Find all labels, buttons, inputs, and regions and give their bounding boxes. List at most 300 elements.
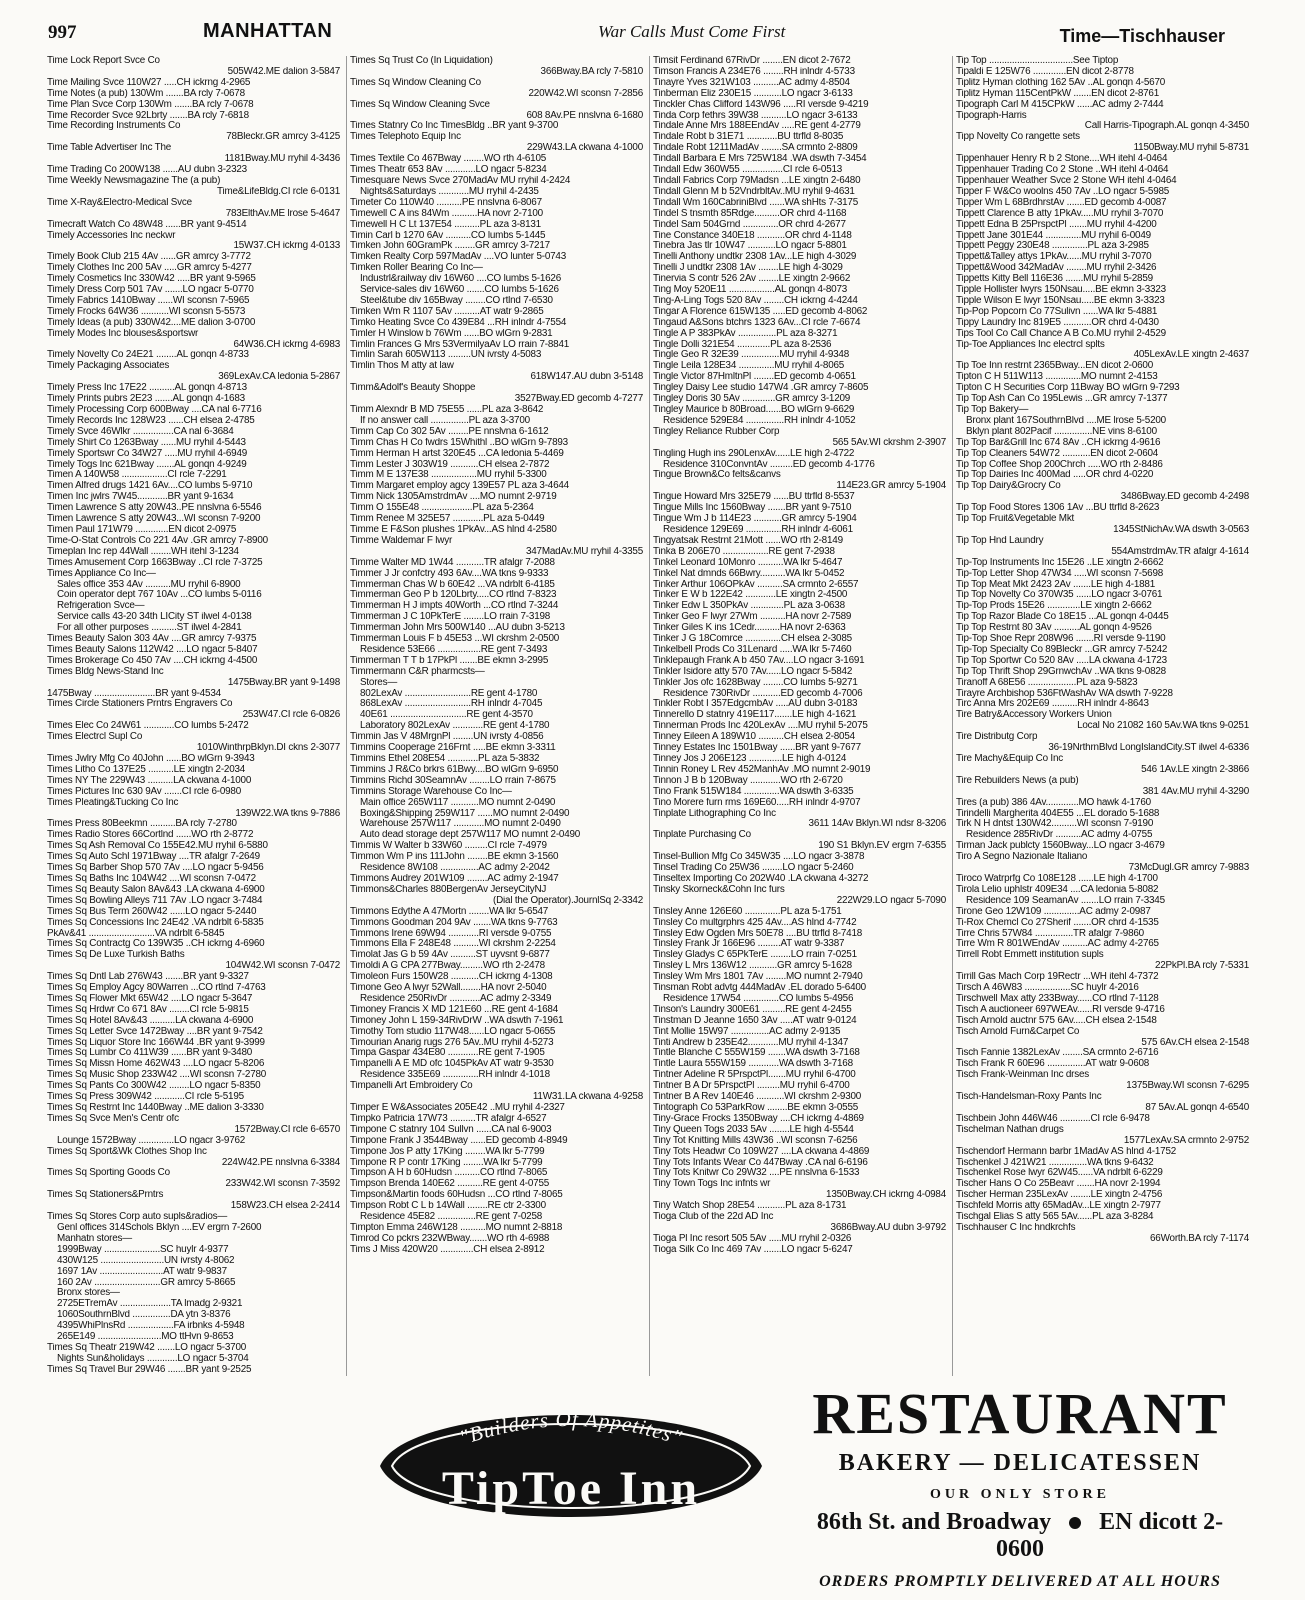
listing-entry: Tip Top Coffee Shop 200Chrch .....WO rth 2-8486	[956, 459, 1163, 470]
listing-entry: Timely Modes Inc blouses&sportswr	[47, 328, 199, 339]
listing-entry: Tindall Barbara E Mrs 725W184 .WA dswth 7-3454	[653, 154, 867, 165]
listing-address-line: 222W29.LO ngacr 5-7090	[836, 895, 946, 906]
listing-entry: Tinervia S contr 526 2Av ........LE xingtn 2-9662	[653, 274, 851, 285]
listing-entry: Times Sq Baths Inc 104W42 ....WI sconsn 7-0472	[47, 873, 256, 884]
listing-entry: Tip Top .................................See Tiptop	[956, 56, 1119, 66]
listing-entry: Timewell C A ins 84Wm ..........HA novr 2-7100	[350, 208, 543, 219]
listing-entry: Timmerman H J impts 40Worth ...CO rtlnd 7-3244	[350, 601, 559, 612]
listing-entry: Tinnerman Prods Inc 420LexAv ....MU rryhil 5-2075	[653, 721, 868, 732]
listing-address-line: 36-19NrthrnBlvd LongIslandCity.ST ilwel 4-6336	[1048, 743, 1249, 754]
listing-entry: Tipaldi E 125W76 .............EN dicot 2-8778	[956, 66, 1134, 77]
listing-entry: Tippett&Wood 342MadAv ........MU rryhil 2-3426	[956, 263, 1157, 274]
listing-address-line: 229W43.LA ckwana 4-1000	[526, 143, 643, 154]
listing-entry: Tischbein John 446W46 ............CI rcle 6-9478	[956, 1113, 1150, 1124]
listing-entry: Timlin Thos M atty at law	[350, 361, 454, 372]
listing-entry: Tinsley Edw Ogden Mrs 50E78 ....BU ttrfld 8-7418	[653, 928, 863, 939]
listing-entry: Tinnon J B b 120Bway ............WO rth 2-6720	[653, 775, 843, 786]
listing-entry: Timone Geo A lwyr 52Wall........HA novr 2-5040	[350, 983, 547, 994]
listing-entry: Tingley Daisy Lee studio 147W4 .GR amrcy 7-8605	[653, 383, 869, 394]
listing-entry: Tippett Edna B 25PrspctPl .......MU rryhil 4-4200	[956, 219, 1157, 230]
listing-entry: Tirrill Gas Mach Corp 19Rectr ...WH itehl 4-7372	[956, 972, 1159, 983]
listing-entry: Timmerman Chas W b 60E42 ...VA ndrblt 6-4185	[350, 579, 555, 590]
listing-sub-entry: Bklyn plant 802Pacif ...............NE vins 8-6100	[966, 426, 1157, 437]
listing-entry: Tinney Estates Inc 1501Bway ......BR yant 9-7677	[653, 743, 861, 754]
listing-entry: Tip-Pop Popcorn Co 77Sulivn ......WA lkr 5-4881	[956, 306, 1158, 317]
listing-entry: Timewell H C Lt 137E54 ..........PL aza 3-8131	[350, 219, 541, 230]
listing-entry: Tinstman D Jeanne 1650 3Av .....AT watr 9-0124	[653, 1015, 857, 1026]
listing-column-3	[653, 56, 946, 1376]
listing-entry: Times Pleating&Tucking Co Inc	[47, 797, 179, 808]
listing-entry: Timko Heating Svce Co 439E84 ...RH inlndr 4-7554	[350, 317, 567, 328]
listing-entry: Tingue Mills Inc 1560Bway .......BR yant 9-7510	[653, 503, 852, 514]
listing-sub-entry: Residence 45E82 ...............RE gent 7-0258	[360, 1212, 543, 1223]
listing-entry: Times Sq Concessions Inc 24E42 .VA ndrblt 6-5835	[47, 917, 264, 928]
listing-entry: Timeplan Inc rep 44Wall ........WH itehl 3-1234	[47, 546, 239, 557]
listing-entry: Timmerman Geo P b 120Lbrty.....CO rtlnd 7-8323	[350, 590, 557, 601]
listing-entry: Time Recorder Svce 92Lbrty .......BA rcly 7-6818	[47, 110, 249, 121]
listing-entry: Tingle Leila 128E34 ..............MU rryhil 4-8065	[653, 361, 845, 372]
listing-entry: Times Jwlry Mfg Co 40John ......BO wlGrn 9-3943	[47, 754, 255, 764]
listing-entry: Tims J Miss 420W20 .............CH elsea 2-8912	[350, 1244, 545, 1255]
listing-entry: Tintle Blanche C 555W159 .......WA dswth 3-7168	[653, 1048, 860, 1059]
listing-entry: Times Sq Bowling Alleys 711 7Av .LO ngacr 3-7484	[47, 895, 263, 906]
listing-entry: Timmon Wm P ins 111John ........BE ekmn 3-1560	[350, 852, 559, 863]
listing-entry: Tinsley Wm Mrs 1801 7Av ........MO numnt 2-7940	[653, 972, 863, 983]
listing-entry: Tirayre Archbishop 536FtWashAv WA dswth 7-9228	[956, 688, 1173, 699]
listing-entry: Times Amusement Corp 1663Bway ..CI rcle 7-3725	[47, 557, 263, 568]
listing-entry: Time Weekly Newsmagazine The (a pub)	[47, 175, 221, 186]
listing-address-line: 366Bway.BA rcly 7-5810	[540, 66, 643, 77]
listing-entry: Times Sq Dntl Lab 276W43 .......BR yant 9-3327	[47, 972, 249, 983]
listing-entry: Times Sq Window Cleaning Co	[350, 77, 481, 88]
listing-entry: Times Theatr 653 8Av ............LO ngacr 5-8234	[350, 165, 547, 176]
listing-sub-entry: Warehouse 257W117 ............MO numnt 2-0490	[360, 819, 561, 830]
listing-address-line: 1375Bway.WI sconsn 7-6295	[1126, 1081, 1249, 1092]
listing-entry: Tipple Wilson E lwyr 150Nsau.....BE ekmn 3-3323	[956, 295, 1165, 306]
listing-entry: Tingle Geo R 32E39 ...............MU rryhil 4-9348	[653, 350, 849, 361]
ad-address-line	[800, 1509, 1240, 1563]
ad-subheadline: BAKERY — DELICATESSEN	[838, 1450, 1202, 1476]
listing-entry: Tipograph Carl M 415CPkW ......AC admy 2-7444	[956, 99, 1164, 110]
listing-entry: Timmis W Walter b 33W60 .........CI rcle 7-4979	[350, 841, 547, 852]
listing-entry: Times Press 80Beekmn ..........BA rcly 7-2780	[47, 819, 237, 830]
listing-entry: Tips Tool Co Call Chance A B Co.MU rryhil 2-4529	[956, 328, 1166, 339]
listing-address-line: 73McDugl.GR amrcy 7-9883	[1128, 863, 1249, 874]
listing-entry: Tip Top Meat Mkt 2423 2Av .......LE high 4-1881	[956, 579, 1156, 590]
listing-entry: Timely Accessories Inc neckwr	[47, 230, 176, 241]
listing-entry: Timpone Jos P atty 17King ........WA lkr 5-7799	[350, 1146, 545, 1157]
listing-entry: Times Sq Auto Schl 1971Bway ....TR afalgr 7-2649	[47, 852, 260, 863]
listing-entry: Tip-Top Letter Shop 47W34 .....WI sconsn 7-5698	[956, 568, 1164, 579]
listing-address-line: 575 6Av.CH elsea 2-1548	[1141, 1037, 1249, 1048]
listing-entry: Tiranoff A 68E56 ...................PL aza 9-5823	[956, 677, 1138, 688]
listing-column-2	[350, 56, 643, 1376]
listing-sub-entry: 4395WhiPlnsRd ..................FA irbnks 4-5948	[57, 1321, 245, 1332]
listing-address-line: 565 5Av.WI ckrshm 2-3907	[832, 437, 946, 448]
listing-entry: Timken John 60GramPk ........GR amrcy 3-7217	[350, 241, 550, 252]
listing-address-line: 114E23.GR amrcy 5-1904	[836, 481, 946, 492]
listing-entry: Tisch Arnold auctnr 575 6Av.....CH elsea 2-1548	[956, 1015, 1157, 1026]
listing-entry: Tindale Anne Mrs 188EEndAv .....RE gent 4-2779	[653, 121, 861, 132]
listing-entry: Timmons Edythe A 47Mortn ........WA lkr 5-6547	[350, 906, 549, 917]
listing-entry: Tinkler Jos ofc 1628Bway ........CO lumbs 5-9271	[653, 677, 858, 688]
listing-entry: Times Beauty Salon 303 4Av ....GR amrcy 7-9375	[47, 634, 257, 645]
listing-entry: Times Litho Co 137E25 ..........LE xingtn 2-2034	[47, 764, 246, 775]
listing-entry: Tipple Hollister lwyrs 150Nsau.....BE ekmn 3-3323	[956, 285, 1166, 296]
listing-entry: Timpone C statnry 104 Sullvn ......CA nal 6-9003	[350, 1124, 552, 1135]
listing-sub-entry: Nights&Saturdays ............MU rryhil 4-2435	[360, 186, 539, 197]
listing-entry: Tinseltex Importing Co 202W40 .LA ckwana 4-3272	[653, 873, 869, 884]
listing-column-4	[956, 56, 1249, 1376]
listing-entry: Tingar A Florence 615W135 .....ED gecomb 4-8062	[653, 306, 868, 317]
listing-entry: Times Sq Contractg Co 139W35 ..CH ickrng 4-6960	[47, 939, 265, 950]
listing-sub-entry: Bronx stores—	[57, 1288, 120, 1299]
listing-entry: Tipper F W&Co woolns 450 7Av ..LO ngacr 5-5985	[956, 186, 1170, 197]
listing-address-line: 369LexAv.CA ledonia 5-2867	[218, 372, 340, 383]
listing-entry: Tinsky Skorneck&Cohn Inc furs	[653, 884, 785, 895]
listing-entry: Tinsley Frank Jr 166E96 .........AT watr 9-3387	[653, 939, 845, 950]
listing-entry: Tippenhauer Weather Svce 2 Stone WH itehl 4-0464	[956, 175, 1177, 186]
listing-entry: Timpone R P contr 17King ........WA lkr 5-7799	[350, 1157, 543, 1168]
listing-sub-entry: Refrigeration Svce—	[57, 601, 145, 612]
listing-entry: Time Notes (a pub) 130Wm .......BA rcly 7-0678	[47, 88, 245, 99]
listing-entry: Tipton C H Securities Corp 11Bway BO wlGrn 9-7293	[956, 383, 1180, 394]
page-header	[48, 20, 1225, 54]
listing-sub-entry: 430W125 .........................UN ivrsty 4-8062	[57, 1255, 235, 1266]
listing-address-line: 783ElthAv.ME lrose 5-4647	[225, 208, 340, 219]
listing-address-line: 1350Bway.CH ickrng 4-0984	[826, 1190, 946, 1201]
listing-entry: Timely Togs Inc 621Bway .......AL gonqn 4-9249	[47, 459, 247, 470]
listing-entry: Times Sq Liquor Store Inc 166W44 .BR yant 9-3999	[47, 1037, 265, 1048]
listing-sub-entry: 802LexAv ..........................RE gent 4-1780	[360, 688, 538, 699]
listing-entry: Tippett Clarence B atty 1PkAv.....MU rryhil 3-7070	[956, 208, 1164, 219]
listing-entry: Timpanelli Art Embroidery Co	[350, 1081, 473, 1092]
listing-address-line: 78Bleckr.GR amrcy 3-4125	[226, 132, 340, 143]
listing-entry: Tioga Silk Co Inc 469 7Av .......LO ngacr 5-6247	[653, 1244, 853, 1255]
slogan: War Calls Must Come First	[598, 22, 786, 41]
listing-entry: Times Bldg News-Stand Inc	[47, 666, 164, 677]
listing-entry: Timpson Brenda 140E62 ..........RE gent 4-0755	[350, 1179, 550, 1190]
listing-sub-entry: Main office 265W117 ...........MO numnt 2-0490	[360, 797, 556, 808]
listing-entry: Tingling Hugh ins 290LenxAv......LE high 2-4722	[653, 448, 855, 459]
listing-entry: Timmons Irene 69W94 ............RI versde 9-0755	[350, 928, 552, 939]
listing-sub-entry: Residence 53E66 .................RE gent 7-3493	[360, 644, 548, 655]
listing-sub-entry: 1697 1Av .........................AT watr 9-9837	[57, 1266, 227, 1277]
listing-entry: Timmins Ethel 208E54 ............PL aza 5-3832	[350, 754, 540, 764]
listing-sub-entry: Residence 730RivDr ...........ED gecomb 4-7006	[663, 688, 863, 699]
listing-entry: Timme Waldemar F lwyr	[350, 535, 453, 546]
listing-entry: Tinson's Laundry 300E61 .........RE gent 4-2455	[653, 1004, 852, 1015]
listing-entry: Tip-Top Specialty Co 89Bleckr ...GR amrcy 7-5242	[956, 644, 1168, 655]
listing-entry: Times Sq Theatr 219W42 .......LO ngacr 5-3700	[47, 1342, 247, 1353]
listing-entry: Tinelli J undtkr 2308 1Av ........LE high 4-3029	[653, 263, 843, 274]
listing-entry: Tip-Top Shoe Repr 208W96 .......RI versde 9-1190	[956, 634, 1166, 645]
listing-entry: Tip Top Razor Blade Co 18E15 ...AL gonqn 4-0445	[956, 612, 1169, 623]
listing-entry: Tine Constance 340E18 ...........OR chrd 4-1148	[653, 230, 852, 241]
listing-sub-entry: Residence 250RivDr ............AC admy 2-3349	[360, 993, 552, 1004]
listing-sub-entry: Residence 529E84 ...............RH inlndr 4-1052	[663, 415, 856, 426]
listing-entry: Tindall Glenn M b 52VndrbltAv..MU rryhil 9-4631	[653, 186, 855, 197]
listing-entry: Timely Svce 46Wlkr ................CA nal 6-3684	[47, 426, 234, 437]
listing-entry: Tiny-Grace Frocks 1350Bway ....CH ickrng 4-4869	[653, 1113, 864, 1124]
listing-sub-entry: Sales office 353 4Av ..........MU rryhil 6-8900	[57, 579, 241, 590]
listing-entry: Tirc Anna Mrs 202E69 ..........RH inlndr 4-8643	[956, 699, 1149, 710]
listing-entry: Tiny Tots Knitwr Co 29W32 ....PE nnslvna 6-1533	[653, 1168, 860, 1179]
listing-entry: Timpanelli A E MD ofc 1045PkAv AT watr 9-3530	[350, 1059, 554, 1070]
listing-address-line: 139W22.WA tkns 9-7886	[235, 808, 340, 819]
listing-entry: Tinti Andrew b 235E42............MU rryhil 4-1347	[653, 1037, 849, 1048]
listing-entry: Times Sq Flower Mkt 65W42 ....LO ngacr 5-3647	[47, 993, 253, 1004]
listing-entry: Tiro A Segno Nazionale Italiano	[956, 852, 1088, 863]
listing-entry: Tindale Robt b 31E71 ............BU ttrfld 8-8035	[653, 132, 844, 143]
listing-entry: Times Appliance Co Inc—	[47, 568, 156, 579]
listing-entry: Tinelli Anthony undtkr 2308 1Av...LE high 4-3029	[653, 252, 857, 263]
listing-entry: Timm&Adolf's Beauty Shoppe	[350, 383, 476, 394]
listing-entry: Tindale Robt 1211MadAv ........SA crmnto 2-8809	[653, 143, 858, 154]
listing-entry: Times Sq Missn Home 462W43 ....LO ngacr 5-8206	[47, 1059, 265, 1070]
listing-entry: Timmins J R&Co brkrs 61Bwy....BO wlGrn 9-6950	[350, 764, 559, 775]
listing-sub-entry: Manhatn stores—	[57, 1233, 132, 1244]
listing-entry: Tippenhauer Trading Co 2 Stone ..WH itehl 4-0464	[956, 165, 1169, 176]
logo-tagline: "Builders Of Appetites"	[456, 1406, 686, 1450]
listing-entry: Tinplate Lithographing Co Inc	[653, 808, 776, 819]
listing-address-line: 66Worth.BA rcly 7-1174	[1150, 1233, 1249, 1244]
listing-entry: Tip-Toe Appliances Inc electrcl splts	[956, 339, 1105, 350]
listing-entry: Timper E W&Associates 205E42 ..MU rryhil 4-2327	[350, 1103, 565, 1113]
listing-entry: Timesquare News Svce 270MadAv MU rryhil 4-2424	[350, 175, 571, 186]
listing-entry: Times Sq Barber Shop 570 7Av ....LO ngacr 5-9456	[47, 863, 264, 874]
listing-entry: Tingley Maurice b 80Broad......BO wlGrn 9-6629	[653, 405, 855, 415]
listing-entry: 1475Bway ........................BR yant 9-4534	[47, 688, 221, 699]
listing-address-line: 220W42.WI sconsn 7-2856	[528, 88, 643, 99]
listing-entry: Tisch Fannie 1382LexAv ........SA crmnto 2-6716	[956, 1048, 1159, 1059]
listing-entry: Times Sq Hrdwr Co 671 8Av ........CI rcle 5-9815	[47, 1004, 249, 1015]
listing-sub-entry: Stores—	[360, 677, 398, 688]
listing-entry: Timely Sportswr Co 34W27 .....MU rryhil 4-6949	[47, 448, 248, 459]
listing-sub-entry: For all other purposes ..........ST ilwel 4-2841	[57, 623, 242, 634]
listing-entry: Times Sq De Luxe Turkish Baths	[47, 950, 185, 961]
listing-entry: Timoney Francis X MD 121E60 ...RE gent 4-1684	[350, 1004, 558, 1015]
listing-entry: Tioga Club of the 22d AD Inc	[653, 1212, 774, 1223]
listing-entry: Timmins Cooperage 216Frnt .....BE ekmn 3-3311	[350, 743, 556, 754]
listing-entry: Ting-A-Ling Togs 520 8Av ........CH ickrng 4-4244	[653, 295, 858, 306]
listing-sub-entry: Service calls 43-20 34th LICity ST ilwel 4-0138	[57, 612, 252, 623]
ad-only-store: OUR ONLY STORE	[930, 1487, 1110, 1502]
listing-entry: Timken Realty Corp 597MadAv ....VO lunter 5-0743	[350, 252, 566, 263]
listing-entry: Tipper Wm L 68BrdhrstAv .......ED gecomb 4-0087	[956, 197, 1167, 208]
listing-entry: Timmons Audrey 201W109 ........AC admy 2-1947	[350, 873, 559, 884]
listing-entry: Timm Alexndr B MD 75E55 ......PL aza 3-8642	[350, 405, 544, 415]
listing-entry: Tinsley Gladys C 65PkTerE ........LO rrain 7-0251	[653, 950, 857, 961]
listing-entry: Tire Rebuilders News (a pub)	[956, 775, 1079, 786]
listing-entry: Tiplitz Hyman clothing 162 5Av ..AL gonqn 4-5670	[956, 77, 1166, 88]
listing-entry: Timme Walter MD 1W44 ...........TR afalgr 7-2088	[350, 557, 555, 568]
listing-entry: Timely Frocks 64W36 ...........WI sconsn 5-5573	[47, 306, 246, 317]
listing-entry: Tinker E W b 122E42 ............LE xingtn 2-4500	[653, 590, 848, 601]
listing-entry: Time Recording Instruments Co	[47, 121, 181, 132]
listing-entry: PkAv&41 ..........................VA ndrblt 6-5845	[47, 928, 225, 939]
listing-entry: Times Sq Stationers&Prntrs	[47, 1190, 164, 1201]
listing-entry: Timmerman John Mrs 500W140 ...AU dubn 3-5213	[350, 623, 565, 634]
listing-entry: Tischenkel Rose lwyr 62W45......VA ndrblt 6-6229	[956, 1168, 1163, 1179]
listing-address-line: 1345StNichAv.WA dswth 3-0563	[1113, 524, 1249, 535]
listing-entry: Timpton Emma 246W128 ..........MO numnt 2-8818	[350, 1222, 563, 1233]
listing-sub-entry: 868LexAv ..........................RH inlndr 4-7045	[360, 699, 543, 710]
listing-entry: Times Sq Hotel 8Av&43 ..........LA ckwana 4-6900	[47, 1015, 254, 1026]
listing-entry: Timpson A H b 60Hudsn ..........CO rtlnd 7-8065	[350, 1168, 548, 1179]
listing-entry: Tindall Edw 360W55 ................CI rcle 6-0513	[653, 165, 843, 176]
listing-entry: Timin Carl b 1270 6Av ..........CO lumbs 5-1445	[350, 230, 546, 241]
listing-entry: Timmerman Louis F b 45E53 ...WI ckrshm 2-0500	[350, 634, 560, 645]
listing-entry: Timmerman T T b 17PkPl .......BE ekmn 3-2995	[350, 655, 549, 666]
listing-entry: Time Mailing Svce 110W27 .....CH ickrng 4-2965	[47, 77, 251, 88]
listing-address-line: 104W42.WI sconsn 7-0472	[225, 961, 340, 972]
listing-entry: Tinklepaugh Frank A b 450 7Av....LO ngacr 3-1691	[653, 655, 865, 666]
listing-entry: Tipton C H 511W113 ..............MO numnt 2-4153	[956, 372, 1158, 383]
listing-entry: Tindel Sam 504Grnd ..............OR chrd 4-2677	[653, 219, 846, 230]
listing-entry: Tinney Eileen A 189W10 ..........CH elsea 2-8054	[653, 732, 855, 743]
listing-entry: Times Sq Lumbr Co 411W39 ......BR yant 9-3480	[47, 1048, 253, 1059]
ad-address: 86th St. and Broadway	[816, 1509, 1052, 1535]
listing-entry: Tires (a pub) 386 4Av.............MO hawk 4-1760	[956, 797, 1151, 808]
listing-entry: Tingue Wm J b 114E23 ...........GR amrcy 5-1904	[653, 514, 857, 525]
listing-entry: Timely Processing Corp 600Bway ....CA nal 6-7716	[47, 405, 262, 415]
listing-entry: Tingle Victor 87HmltnPl ........ED gecomb 4-0651	[653, 372, 856, 383]
listing-entry: Tinsley L Mrs 136W12 ...........GR amrcy 5-1628	[653, 961, 852, 972]
listing-entry: Time Lock Report Svce Co	[47, 56, 160, 66]
listing-entry: Tirman Jack publcty 1560Bway...LO ngacr 3-4679	[956, 841, 1165, 852]
listing-address-line: 3611 14Av Bklyn.WI ndsr 8-3206	[808, 819, 946, 830]
listing-entry: Times Radio Stores 66Cortlnd ......WO rth 2-8772	[47, 830, 254, 841]
listing-entry: Timecraft Watch Co 48W48 ......BR yant 9-4514	[47, 219, 247, 230]
ad-delivery-note: ORDERS PROMPTLY DELIVERED AT ALL HOURS	[819, 1573, 1221, 1590]
listing-address-line: 15W37.CH ickrng 4-0133	[233, 241, 340, 252]
listing-entry: Tinkler Isidore atty 570 7Av......LO ngacr 5-5842	[653, 666, 853, 677]
listing-entry: Tintograph Co 53ParkRow ........BE ekmn 3-0555	[653, 1103, 859, 1113]
listing-entry: Timeter Co 110W40 ..........PE nnslvna 6-8067	[350, 197, 542, 208]
listing-entry: Timm Nick 1305AmstrdmAv ....MO numnt 2-9719	[350, 492, 557, 503]
listing-entry: Timely Packaging Associates	[47, 361, 170, 372]
listing-entry: Tischelman Nathan drugs	[956, 1124, 1064, 1135]
listing-entry: Tinka B 206E70 ..................RE gent 7-2938	[653, 546, 835, 557]
listing-entry: Times Sq Music Shop 233W42 ....WI sconsn 7-2780	[47, 1070, 267, 1081]
listing-address-line: 224W42.PE nnslvna 6-3384	[221, 1157, 340, 1168]
listing-sub-entry: Laboratory 802LexAv ............RE gent 4-1780	[360, 721, 550, 732]
listing-entry: Timm Margaret employ agcy 139E57 PL aza 3-4644	[350, 481, 569, 492]
listing-entry: Tischendorf Hermann barbr 1MadAv AS hlnd 4-1752	[956, 1146, 1177, 1157]
ad-phone: EN dicott 2-0600	[996, 1509, 1224, 1562]
listing-entry: Timpko Patricia 17W73 ..........TR afalgr 4-6527	[350, 1113, 547, 1124]
listing-sub-entry: 1999Bway ......................SC huylr 4-9377	[57, 1244, 229, 1255]
listing-entry: Tingley Doris 30 5Av .............GR amrcy 3-1209	[653, 394, 851, 405]
listing-entry: Timm Chas H Co fwdrs 15Whithl ..BO wlGrn 9-7893	[350, 437, 568, 448]
listing-sub-entry: Residence 109 SeamanAv .......LO rrain 7-3345	[966, 895, 1165, 906]
listing-entry: Timm Lester J 303W19 ...........CH elsea 2-7872	[350, 459, 550, 470]
listing-sub-entry: Coin operator dept 767 10Av ...CO lumbs 5-0116	[57, 590, 262, 601]
listing-entry: Timm Cap Co 302 5Av ........PE nnslvna 6-1612	[350, 426, 549, 437]
listing-address-line: 546 1Av.LE xingtn 2-3866	[1141, 764, 1249, 775]
name-range: Time—Tischhauser	[1059, 26, 1225, 46]
listing-entry: Tirrell Robt Emmett institution supls	[956, 950, 1104, 961]
listing-entry: Tiny Tots Infants Wear Co 447Bway .CA nal 6-6196	[653, 1157, 868, 1168]
listing-entry: Times Sq Stores Corp auto supls&radios—	[47, 1212, 228, 1223]
listing-entry: Tip Top Thrift Shop 29GrnwchAv ..WA tkns 9-0828	[956, 666, 1166, 677]
listing-entry: Tischhauser C Inc hndkrchfs	[956, 1222, 1076, 1233]
listing-sub-entry: Residence 335E69 ..............RH inlndr 4-1018	[360, 1070, 550, 1081]
listing-address-line: 190 S1 Bklyn.EV ergrn 7-6355	[818, 841, 946, 852]
listing-entry: Tingyatsak Restrnt 21Mott ......WO rth 2-8149	[653, 535, 843, 546]
listing-sub-entry: Residence 8W108 ...............AC admy 2-2042	[360, 863, 550, 874]
listing-entry: Tinckler Chas Clifford 143W96 .....RI versde 9-4219	[653, 99, 869, 110]
listing-address-line: 1150Bway.MU rryhil 5-8731	[1133, 143, 1249, 154]
listing-address-line: 505W42.ME dalion 3-5847	[227, 66, 340, 77]
listing-entry: Times Beauty Salons 112W42 ....LO ngacr 5-8407	[47, 644, 258, 655]
listing-entry: Times Sq Travel Bur 29W46 .......BR yant 9-2525	[47, 1364, 252, 1375]
listing-entry: Tiny Town Togs Inc infnts wr	[653, 1179, 771, 1190]
listing-address-line: 3486Bway.ED gecomb 4-2498	[1120, 492, 1249, 503]
listing-sub-entry: If no answer call ...............PL aza 3-3700	[360, 415, 530, 426]
listing-address-line: 1475Bway.BR yant 9-1498	[227, 677, 340, 688]
listing-entry: Timm O 155E48 ....................PL aza 5-2364	[350, 503, 534, 514]
page-number: 997	[48, 22, 77, 43]
listing-entry: Tinsman Robt advtg 444MadAv .EL dorado 5-6400	[653, 983, 866, 994]
listing-sub-entry: Residence 285RivDr ..........AC admy 4-0755	[966, 830, 1153, 841]
listing-sub-entry: Industrl&railway div 16W60 ....CO lumbs 5-1626	[360, 274, 562, 285]
listing-entry: Timen Paul 171W79 .............EN dicot 2-0975	[47, 524, 237, 535]
listing-entry: Times Circle Stationers Prntrs Engravers Co	[47, 699, 233, 710]
listing-entry: Tingue Brown&Co felts&canvs	[653, 470, 781, 481]
listing-entry: Tinkel Leonard 10Monro ..........WA lkr 5-4647	[653, 557, 843, 568]
listing-entry: Tip Top Fruit&Vegetable Mkt	[956, 514, 1075, 525]
listing-address-line: 158W23.CH elsea 2-2414	[230, 1201, 340, 1212]
listing-sub-entry: Genl offices 314Schols Bklyn ....EV ergrn 7-2600	[57, 1222, 262, 1233]
listing-entry: Timme E F&Son plushes 1PkAv...AS hlnd 4-2580	[350, 524, 557, 535]
listing-entry: Timler H Winslow b 76Wm ......BO wlGrn 9-2831	[350, 328, 553, 339]
listing-entry: Times Sq Press 309W42 ............CI rcle 5-5195	[47, 1092, 244, 1103]
listing-entry: Tinsley Co multgrphrs 425 4Av....AS hlnd 4-7742	[653, 917, 857, 928]
listing-entry: Tinkelbell Prods Co 31Lenard .....WA lkr 5-7460	[653, 644, 852, 655]
listing-entry: Timlin Sarah 605W113 .........UN ivrsty 4-5083	[350, 350, 542, 361]
listing-address-line: 1572Bway.CI rcle 6-6570	[234, 1124, 340, 1135]
listing-entry: Tip-Top Prods 15E26 .............LE xingtn 2-6662	[956, 601, 1152, 612]
listing-entry: Timson Francis A 234E76 ........RH inlndr 4-5733	[653, 66, 855, 77]
listing-entry: Tip Top Bakery—	[956, 405, 1029, 415]
listing-entry: Tinker Edw L 350PkAv .............PL aza 3-0638	[653, 601, 845, 612]
listing-entry: Tinberman Eliz 230E15 ...........LO ngacr 3-6133	[653, 88, 853, 99]
listing-sub-entry: Auto dead storage dept 257W117 MO numnt 2-0490	[360, 830, 581, 841]
listing-entry: Timely Press Inc 17E22 ..........AL gonqn 4-8713	[47, 383, 247, 394]
listing-entry: Tippetts Kitty Bell 116E36 .......MU rryhil 5-2859	[956, 274, 1153, 285]
listing-entry: Timken Wm R 1107 5Av ..........AT watr 9-2865	[350, 306, 544, 317]
listing-entry: Timourian Anarig rugs 276 5Av..MU rryhil 4-5273	[350, 1037, 554, 1048]
listing-address-line: Time&LifeBldg.CI rcle 6-0131	[216, 186, 340, 197]
borough-title: MANHATTAN	[203, 20, 333, 42]
listing-entry: Tiroco Watrprfg Co 108E128 ......LE high 4-1700	[956, 873, 1158, 884]
listing-sub-entry: 40E61 ..............................RE gent 4-3570	[360, 710, 533, 721]
listing-entry: Timen Lawrence S atty 20W43...WI sconsn 7-9200	[47, 514, 261, 525]
listing-entry: Time Table Advertiser Inc The	[47, 143, 172, 154]
listing-entry: Timm Herman H artst 320E45 ...CA ledonia 5-4469	[350, 448, 564, 459]
restaurant-ad	[800, 1382, 1240, 1591]
listing-entry: Times NY The 229W43 ..........LA ckwana 4-1000	[47, 775, 252, 786]
listing-entry: Timmons Goodman 204 9Av .......WA tkns 9-7763	[350, 917, 558, 928]
listing-entry: Tipp Novelty Co rangette sets	[956, 132, 1080, 143]
listing-entry: Times Brokerage Co 450 7Av ....CH ickrng 4-4500	[47, 655, 258, 666]
listing-sub-entry: 1060SouthrnBlvd ...............DA ytn 3-8376	[57, 1310, 231, 1321]
listing-entry: Times Statnry Co Inc TimesBldg ..BR yant 9-3700	[350, 121, 559, 132]
listing-entry: Times Sq Beauty Salon 8Av&43 .LA ckwana 4-6900	[47, 884, 265, 895]
listing-entry: Timken Roller Bearing Co Inc—	[350, 263, 483, 274]
